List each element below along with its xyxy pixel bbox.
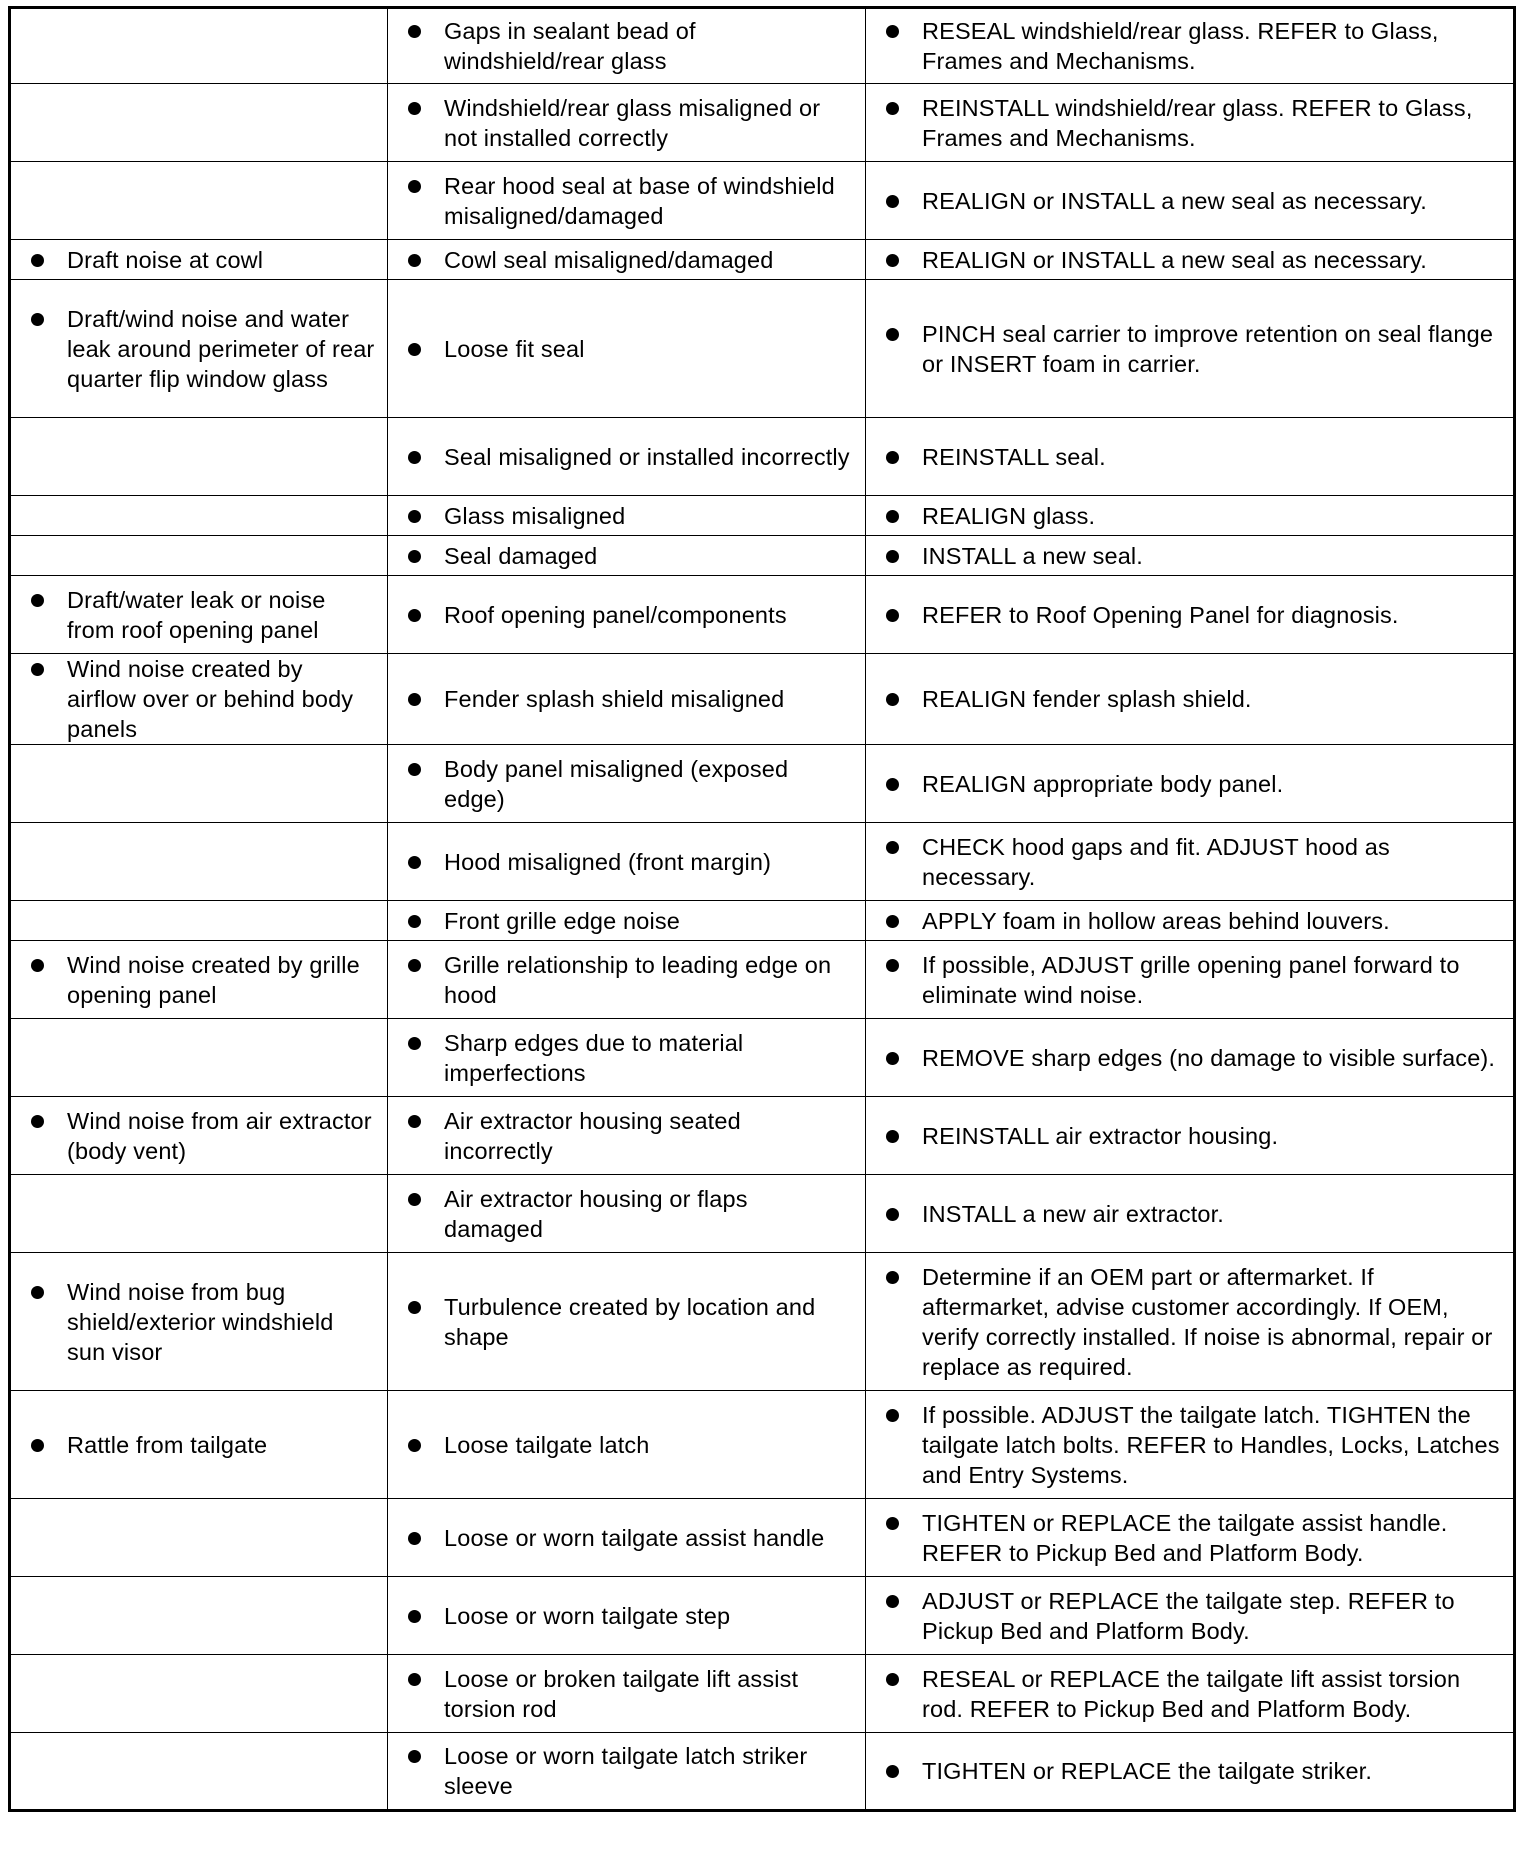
cell-text: Wind noise created by airflow over or behind body panels [67, 656, 354, 742]
table-row [10, 1097, 1515, 1175]
action-cell [866, 1733, 1515, 1811]
source-cell [388, 496, 866, 536]
cell-text: INSTALL a new seal. [922, 542, 1143, 569]
bullet-icon [886, 1052, 899, 1065]
bullet-icon [408, 180, 421, 193]
bullet-icon [886, 1517, 899, 1530]
cell-text: Air extractor housing or flaps damaged [444, 1185, 748, 1242]
source-cell [388, 1253, 866, 1391]
condition-cell [10, 1499, 388, 1577]
table-row [10, 654, 1515, 745]
cell-text: CHECK hood gaps and fit. ADJUST hood as necessary. [922, 833, 1390, 890]
source-cell [388, 8, 866, 84]
condition-cell [10, 536, 388, 576]
cell-text: Draft/water leak or noise from roof opening panel [67, 586, 326, 643]
cell-text: REALIGN appropriate body panel. [922, 770, 1284, 797]
source-cell [388, 941, 866, 1019]
bullet-icon [886, 1765, 899, 1778]
bullet-icon [886, 102, 899, 115]
action-cell [866, 901, 1515, 941]
bullet-icon [408, 1439, 421, 1452]
table-row [10, 745, 1515, 823]
cell-text: Front grille edge noise [444, 907, 680, 934]
condition-cell [10, 496, 388, 536]
cell-text: Loose or broken tailgate lift assist torsion rod [444, 1665, 799, 1722]
bullet-icon [31, 594, 44, 607]
source-cell [388, 1733, 866, 1811]
cell-text: Hood misaligned (front margin) [444, 848, 772, 875]
cell-text: ADJUST or REPLACE the tailgate step. REFER to Pickup Bed and Platform Body. [922, 1587, 1455, 1644]
table-row [10, 240, 1515, 280]
action-cell [866, 1577, 1515, 1655]
cell-text: Gaps in sealant bead of windshield/rear glass [444, 18, 696, 74]
table-body [10, 8, 1515, 1811]
bullet-icon [31, 959, 44, 972]
table-row [10, 280, 1515, 418]
condition-cell [10, 1577, 388, 1655]
bullet-icon [886, 550, 899, 563]
bullet-icon [886, 25, 899, 38]
bullet-icon [408, 343, 421, 356]
table-row [10, 823, 1515, 901]
cell-text: TIGHTEN or REPLACE the tailgate striker. [922, 1758, 1373, 1784]
source-cell [388, 1499, 866, 1577]
table-row [10, 901, 1515, 941]
source-cell [388, 654, 866, 745]
condition-cell [10, 654, 388, 745]
bullet-icon [408, 1037, 421, 1050]
condition-cell [10, 1175, 388, 1253]
cell-text: Loose or worn tailgate assist handle [444, 1524, 825, 1551]
cell-text: Sharp edges due to material imperfections [444, 1029, 744, 1086]
table-row [10, 84, 1515, 162]
bullet-icon [31, 1439, 44, 1452]
bullet-icon [886, 1409, 899, 1422]
table-row [10, 536, 1515, 576]
bullet-icon [886, 915, 899, 928]
action-cell [866, 1499, 1515, 1577]
bullet-icon [408, 102, 421, 115]
condition-cell [10, 162, 388, 240]
table-row [10, 496, 1515, 536]
bullet-icon [886, 1271, 899, 1284]
cell-text: REINSTALL seal. [922, 443, 1106, 470]
bullet-icon [31, 1286, 44, 1299]
source-cell [388, 1391, 866, 1499]
cell-text: Seal misaligned or installed incorrectly [444, 443, 850, 470]
cell-text: Wind noise created by grille opening panel [67, 951, 360, 1008]
cell-text: If possible. ADJUST the tailgate latch. TIGHTEN the tailgate latch bolts. REFER to Handles, Locks, Latches and Entry Systems. [922, 1401, 1500, 1488]
action-cell [866, 1175, 1515, 1253]
cell-text: Glass misaligned [444, 502, 626, 529]
cell-text: Fender splash shield misaligned [444, 686, 785, 712]
cell-text: Determine if an OEM part or aftermarket. If aftermarket, advise customer accordingly. If OEM, verify correctly installed. If noise is abnormal, repair or replace as required. [922, 1263, 1493, 1380]
bullet-icon [886, 451, 899, 464]
action-cell [866, 1019, 1515, 1097]
action-cell [866, 496, 1515, 536]
condition-cell [10, 941, 388, 1019]
bullet-icon [886, 1673, 899, 1686]
bullet-icon [408, 959, 421, 972]
condition-cell [10, 240, 388, 280]
action-cell [866, 280, 1515, 418]
condition-cell [10, 745, 388, 823]
source-cell [388, 84, 866, 162]
cell-text: Wind noise from bug shield/exterior windshield sun visor [67, 1278, 334, 1365]
cell-text: REINSTALL air extractor housing. [922, 1122, 1279, 1149]
action-cell [866, 536, 1515, 576]
bullet-icon [408, 915, 421, 928]
bullet-icon [408, 550, 421, 563]
source-cell [388, 1019, 866, 1097]
bullet-icon [31, 313, 44, 326]
source-cell [388, 901, 866, 941]
cell-text: RESEAL windshield/rear glass. REFER to Glass, Frames and Mechanisms. [922, 18, 1439, 74]
cell-text: TIGHTEN or REPLACE the tailgate assist handle. REFER to Pickup Bed and Platform Body. [922, 1509, 1448, 1566]
cell-text: Turbulence created by location and shape [444, 1293, 816, 1350]
bullet-icon [886, 693, 899, 706]
cell-text: Loose fit seal [444, 335, 585, 362]
table-row [10, 941, 1515, 1019]
action-cell [866, 240, 1515, 280]
source-cell [388, 240, 866, 280]
bullet-icon [31, 663, 44, 676]
condition-cell [10, 1253, 388, 1391]
bullet-icon [408, 1532, 421, 1545]
action-cell [866, 1097, 1515, 1175]
source-cell [388, 1577, 866, 1655]
cell-text: Air extractor housing seated incorrectly [444, 1107, 741, 1164]
cell-text: REALIGN or INSTALL a new seal as necessary. [922, 187, 1427, 214]
action-cell [866, 162, 1515, 240]
cell-text: Loose or worn tailgate step [444, 1602, 731, 1629]
table-row [10, 418, 1515, 496]
bullet-icon [408, 1750, 421, 1763]
bullet-icon [886, 1595, 899, 1608]
action-cell [866, 418, 1515, 496]
cell-text: Seal damaged [444, 542, 598, 569]
cell-text: Rear hood seal at base of windshield misaligned/damaged [444, 172, 835, 229]
bullet-icon [886, 1208, 899, 1221]
table-row [10, 8, 1515, 84]
bullet-icon [31, 254, 44, 267]
action-cell [866, 1253, 1515, 1391]
source-cell [388, 1175, 866, 1253]
condition-cell [10, 901, 388, 941]
bullet-icon [408, 254, 421, 267]
action-cell [866, 654, 1515, 745]
cell-text: Body panel misaligned (exposed edge) [444, 755, 789, 812]
cell-text: REFER to Roof Opening Panel for diagnosis. [922, 601, 1399, 628]
bullet-icon [886, 841, 899, 854]
bullet-icon [408, 763, 421, 776]
source-cell [388, 162, 866, 240]
table-row [10, 1733, 1515, 1811]
cell-text: REALIGN fender splash shield. [922, 686, 1252, 712]
cell-text: Rattle from tailgate [67, 1431, 268, 1458]
source-cell [388, 745, 866, 823]
bullet-icon [31, 1115, 44, 1128]
bullet-icon [408, 693, 421, 706]
cell-text: Grille relationship to leading edge on hood [444, 951, 832, 1008]
source-cell [388, 418, 866, 496]
cell-text: Windshield/rear glass misaligned or not installed correctly [444, 94, 821, 151]
source-cell [388, 576, 866, 654]
bullet-icon [886, 195, 899, 208]
condition-cell [10, 1391, 388, 1499]
cell-text: Draft/wind noise and water leak around perimeter of rear quarter flip window glass [67, 305, 375, 392]
bullet-icon [886, 510, 899, 523]
condition-cell [10, 576, 388, 654]
source-cell [388, 823, 866, 901]
source-cell [388, 536, 866, 576]
cell-text: Loose tailgate latch [444, 1431, 650, 1458]
table-row [10, 1655, 1515, 1733]
action-cell [866, 823, 1515, 901]
condition-cell [10, 1019, 388, 1097]
table-row [10, 1499, 1515, 1577]
action-cell [866, 84, 1515, 162]
condition-cell [10, 280, 388, 418]
table-row [10, 1175, 1515, 1253]
cell-text: If possible, ADJUST grille opening panel forward to eliminate wind noise. [922, 951, 1460, 1008]
action-cell [866, 8, 1515, 84]
table-row [10, 162, 1515, 240]
bullet-icon [886, 1130, 899, 1143]
action-cell [866, 941, 1515, 1019]
cell-text: APPLY foam in hollow areas behind louvers. [922, 907, 1390, 934]
source-cell [388, 1655, 866, 1733]
cell-text: REALIGN or INSTALL a new seal as necessary. [922, 246, 1427, 273]
bullet-icon [408, 510, 421, 523]
bullet-icon [886, 254, 899, 267]
source-cell [388, 280, 866, 418]
bullet-icon [886, 328, 899, 341]
condition-cell [10, 418, 388, 496]
bullet-icon [886, 609, 899, 622]
bullet-icon [408, 1610, 421, 1623]
cell-text: Draft noise at cowl [67, 246, 264, 273]
bullet-icon [408, 856, 421, 869]
table-row [10, 1019, 1515, 1097]
cell-text: PINCH seal carrier to improve retention on seal flange or INSERT foam in carrier. [922, 320, 1494, 377]
condition-cell [10, 84, 388, 162]
table-row [10, 576, 1515, 654]
cell-text: REMOVE sharp edges (no damage to visible surface). [922, 1044, 1496, 1071]
source-cell [388, 1097, 866, 1175]
bullet-icon [408, 1115, 421, 1128]
condition-cell [10, 1097, 388, 1175]
bullet-icon [408, 1301, 421, 1314]
bullet-icon [886, 778, 899, 791]
diagnosis-table [8, 6, 1516, 1812]
cell-text: REALIGN glass. [922, 502, 1096, 529]
bullet-icon [408, 1673, 421, 1686]
action-cell [866, 745, 1515, 823]
cell-text: INSTALL a new air extractor. [922, 1200, 1224, 1227]
bullet-icon [408, 609, 421, 622]
action-cell [866, 576, 1515, 654]
action-cell [866, 1391, 1515, 1499]
table-row [10, 1253, 1515, 1391]
cell-text: Wind noise from air extractor (body vent) [67, 1107, 372, 1164]
bullet-icon [886, 959, 899, 972]
cell-text: Cowl seal misaligned/damaged [444, 246, 774, 273]
bullet-icon [408, 1193, 421, 1206]
condition-cell [10, 8, 388, 84]
cell-text: REINSTALL windshield/rear glass. REFER to Glass, Frames and Mechanisms. [922, 94, 1473, 151]
cell-text: RESEAL or REPLACE the tailgate lift assist torsion rod. REFER to Pickup Bed and Platform Body. [922, 1665, 1461, 1722]
table-row [10, 1391, 1515, 1499]
cell-text: Loose or worn tailgate latch striker sleeve [444, 1743, 808, 1799]
condition-cell [10, 1733, 388, 1811]
condition-cell [10, 823, 388, 901]
cell-text: Roof opening panel/components [444, 601, 787, 628]
table-row [10, 1577, 1515, 1655]
action-cell [866, 1655, 1515, 1733]
bullet-icon [408, 25, 421, 38]
condition-cell [10, 1655, 388, 1733]
bullet-icon [408, 451, 421, 464]
